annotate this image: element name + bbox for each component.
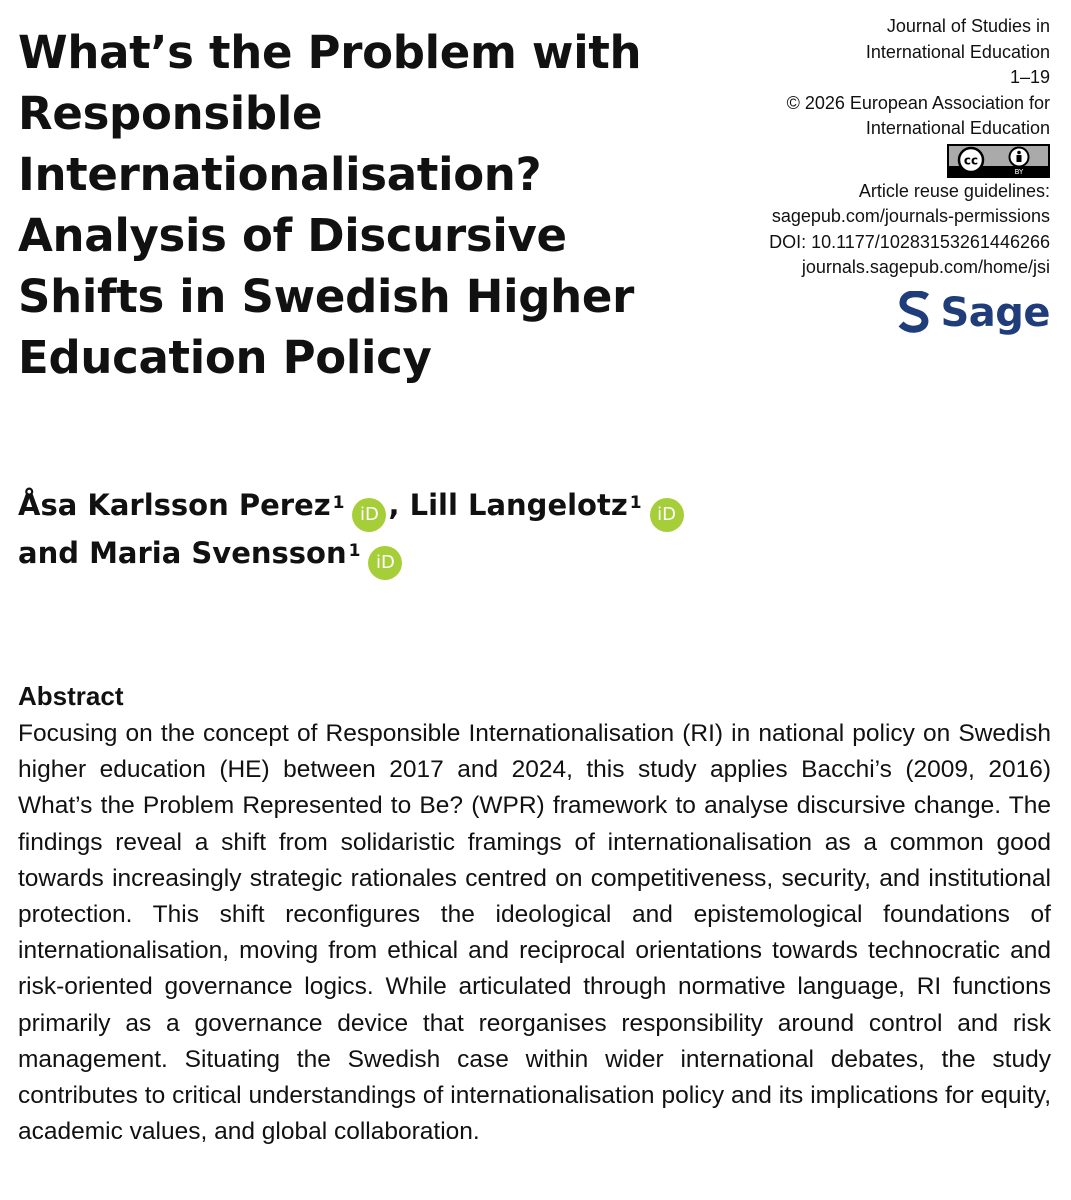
author-name[interactable]: Åsa Karlsson Perez bbox=[18, 488, 331, 522]
author-list bbox=[18, 484, 686, 580]
orcid-icon[interactable]: iD bbox=[650, 498, 684, 532]
author-name[interactable]: Maria Svensson bbox=[89, 536, 347, 570]
sage-logo[interactable] bbox=[898, 291, 1050, 335]
cc-by-icon-graphic bbox=[949, 146, 1048, 176]
author-separator: , bbox=[388, 488, 410, 522]
author-name[interactable]: Lill Langelotz bbox=[409, 488, 628, 522]
journal-name-line1: Journal of Studies in bbox=[886, 16, 1050, 36]
doi[interactable]: DOI: 10.1177/10283153261446266 bbox=[769, 231, 1050, 252]
cc-by-icon[interactable] bbox=[947, 144, 1050, 178]
journal-homepage[interactable]: journals.sagepub.com/home/jsi bbox=[801, 257, 1050, 277]
license-label: BY bbox=[1014, 167, 1024, 176]
orcid-icon[interactable]: iD bbox=[352, 498, 386, 532]
article-title: What’s the Problem with Responsible Internationalisation? Analysis of Discursive Shifts in Swedish Higher Education Policy bbox=[18, 26, 642, 384]
page-range: 1–19 bbox=[1009, 67, 1050, 87]
svg-text:cc: cc bbox=[963, 153, 979, 167]
journal-name-line2: International Education bbox=[865, 41, 1050, 62]
copyright-line2: International Education bbox=[865, 118, 1050, 138]
affiliation-marker: 1 bbox=[332, 493, 345, 513]
author-conjunction: and bbox=[18, 536, 90, 570]
orcid-icon[interactable]: iD bbox=[368, 546, 402, 580]
abstract-heading: Abstract bbox=[18, 681, 124, 711]
copyright-line1: © 2026 European Association for bbox=[786, 92, 1050, 113]
reuse-label: Article reuse guidelines: bbox=[858, 180, 1050, 201]
journal-info bbox=[710, 14, 1050, 342]
publisher-name: Sage bbox=[940, 289, 1050, 336]
affiliation-marker: 1 bbox=[629, 493, 642, 513]
abstract-text: Focusing on the concept of Responsible Internationalisation (RI) in national policy on Swedish higher education (HE) between 2017 and 2024, this study applies Bacchi’s (2009, 2016) What’s the Problem Represented to Be? (WPR) framework to analyse discursive change. The findings reveal a shift from solidaristic framings of internationalisation as a common good towards increasingly strategic rationales centred on competitiveness, security, and institutional protection. This shift reconfigures the ideological and epistemological foundations of internationalisation, moving from ethical and reciprocal orientations towards technocratic and risk-oriented governance logics. While articulated through normative language, RI functions primarily as a governance device that reorganises responsibility around control and risk management. Situating the Swedish case within wider international debates, the study contributes to critical understandings of internationalisation policy and its implications for equity, academic values, and global collaboration. bbox=[18, 720, 1051, 1146]
affiliation-marker: 1 bbox=[348, 541, 361, 561]
reuse-link[interactable]: sagepub.com/journals-permissions bbox=[771, 206, 1050, 226]
sage-s-icon bbox=[898, 291, 932, 335]
